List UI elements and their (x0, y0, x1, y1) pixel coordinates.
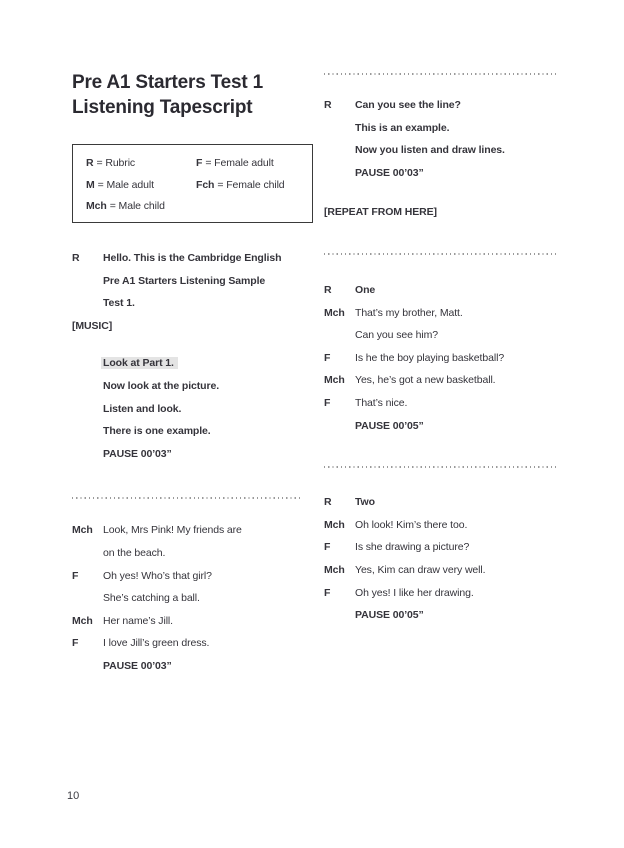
speaker-label: Mch (324, 374, 345, 387)
highlight: Look at Part 1. (101, 357, 178, 369)
dialogue-turn (324, 582, 556, 605)
legend-cell (86, 196, 196, 218)
question-number: One (355, 283, 376, 296)
legend-value: = Rubric (96, 157, 136, 169)
rubric-line: Test 1. (103, 297, 135, 310)
rubric-line: Now you listen and draw lines. (355, 144, 505, 157)
legend-row (86, 153, 312, 175)
dialogue-line: Is he the boy playing basketball? (355, 351, 505, 364)
dialogue-turn (324, 392, 556, 415)
legend-cell (196, 196, 199, 218)
page-title-line2: Listening Tapescript (72, 97, 253, 118)
dialogue-line: Oh look! Kim’s there too. (355, 518, 468, 531)
legend-value: = Female child (217, 178, 285, 191)
pause-line: PAUSE 00’03” (103, 447, 172, 460)
dialogue-turn (324, 347, 556, 370)
dialogue-line: Yes, Kim can draw very well. (355, 563, 486, 576)
legend-key: Mch (86, 200, 107, 213)
dotted-divider (324, 466, 556, 468)
repeat-marker: [REPEAT FROM HERE] (324, 206, 437, 219)
music-marker: [MUSIC] (72, 319, 113, 332)
dialogue-turn (324, 302, 556, 347)
rubric-line: Pre A1 Starters Listening Sample (103, 274, 266, 287)
legend-value: = Male adult (97, 178, 154, 191)
rubric-line: Hello. This is the Cambridge English (103, 252, 282, 264)
rubric-line: Can you see the line? (355, 99, 461, 111)
dialogue-line: I love Jill’s green dress. (103, 637, 210, 650)
question-number-turn (324, 279, 556, 302)
speaker-label: F (324, 541, 331, 554)
dotted-divider (324, 73, 556, 75)
dialogue-line: on the beach. (103, 546, 166, 559)
speaker-label: F (72, 569, 79, 582)
part1-question2 (324, 491, 556, 627)
example-rubric-turn (324, 94, 556, 184)
legend-cell (86, 153, 196, 175)
dialogue-line: Can you see him? (355, 329, 439, 342)
dialogue-line: Her name’s Jill. (103, 614, 173, 627)
speaker-legend-box (72, 144, 313, 223)
page-title-line1: Pre A1 Starters Test 1 (72, 72, 263, 93)
dialogue-line: Oh yes! I like her drawing. (355, 586, 474, 599)
right-column (324, 73, 556, 627)
rubric-line-highlighted (103, 352, 303, 375)
question-number-turn (324, 491, 556, 514)
speaker-label: Mch (72, 524, 93, 537)
dialogue-turn (72, 565, 303, 610)
part1-rubric-block (103, 352, 303, 465)
dialogue-line: Yes, he’s got a new basketball. (355, 374, 496, 387)
dialogue-turn (72, 610, 303, 633)
dialogue-turn (72, 519, 303, 564)
intro-lines (103, 247, 303, 315)
legend-key: R (86, 157, 94, 169)
rubric-line: This is an example. (355, 121, 450, 134)
part1-question1 (324, 279, 556, 437)
speaker-label: Mch (72, 614, 93, 627)
legend-cell (196, 175, 285, 197)
speaker-label: F (324, 396, 331, 409)
pause-line: PAUSE 00’05” (355, 609, 424, 622)
rubric-line: There is one example. (103, 425, 211, 438)
legend-row (86, 175, 312, 197)
pause-line: PAUSE 00’05” (355, 419, 424, 432)
dialogue-turn (72, 632, 303, 655)
dialogue-line: Is she drawing a picture? (355, 541, 470, 554)
speaker-label: R (324, 283, 332, 296)
legend-key: M (86, 178, 95, 191)
example-dialogue (72, 519, 303, 677)
legend-value: = Male child (109, 200, 165, 213)
dialogue-turn (324, 559, 556, 582)
rubric-line: Listen and look. (103, 402, 182, 415)
speaker-label: F (324, 351, 331, 364)
legend-value: = Female adult (205, 157, 274, 169)
speaker-label: Mch (324, 563, 345, 576)
legend-cell (196, 153, 274, 175)
dotted-divider (324, 253, 556, 255)
legend-key: F (196, 157, 203, 169)
pause-line: PAUSE 00’03” (355, 166, 424, 179)
legend-key: Fch (196, 178, 215, 191)
page-title (72, 70, 263, 120)
speaker-label: Mch (324, 306, 345, 319)
speaker-label: R (324, 496, 332, 509)
page-number: 10 (67, 790, 80, 802)
speaker-label: R (324, 99, 332, 111)
dialogue-line: That’s my brother, Matt. (355, 306, 463, 319)
speaker-label: R (72, 252, 80, 264)
dialogue-turn (324, 369, 556, 392)
dialogue-turn (324, 536, 556, 559)
dotted-divider (72, 497, 303, 499)
dialogue-line: She’s catching a ball. (103, 592, 200, 605)
pause-line: PAUSE 00’03” (103, 659, 172, 672)
dialogue-turn (324, 514, 556, 537)
intro-turn (72, 247, 303, 315)
dialogue-line: That’s nice. (355, 396, 408, 409)
dialogue-line: Look, Mrs Pink! My friends are (103, 524, 242, 537)
left-column (72, 247, 303, 678)
legend-row (86, 196, 312, 218)
speaker-label: Mch (324, 518, 345, 531)
question-number: Two (355, 496, 375, 509)
dialogue-line: Oh yes! Who’s that girl? (103, 569, 212, 582)
legend-cell (86, 175, 196, 197)
rubric-line: Now look at the picture. (103, 379, 220, 392)
speaker-label: F (324, 586, 331, 599)
speaker-label: F (72, 637, 79, 650)
